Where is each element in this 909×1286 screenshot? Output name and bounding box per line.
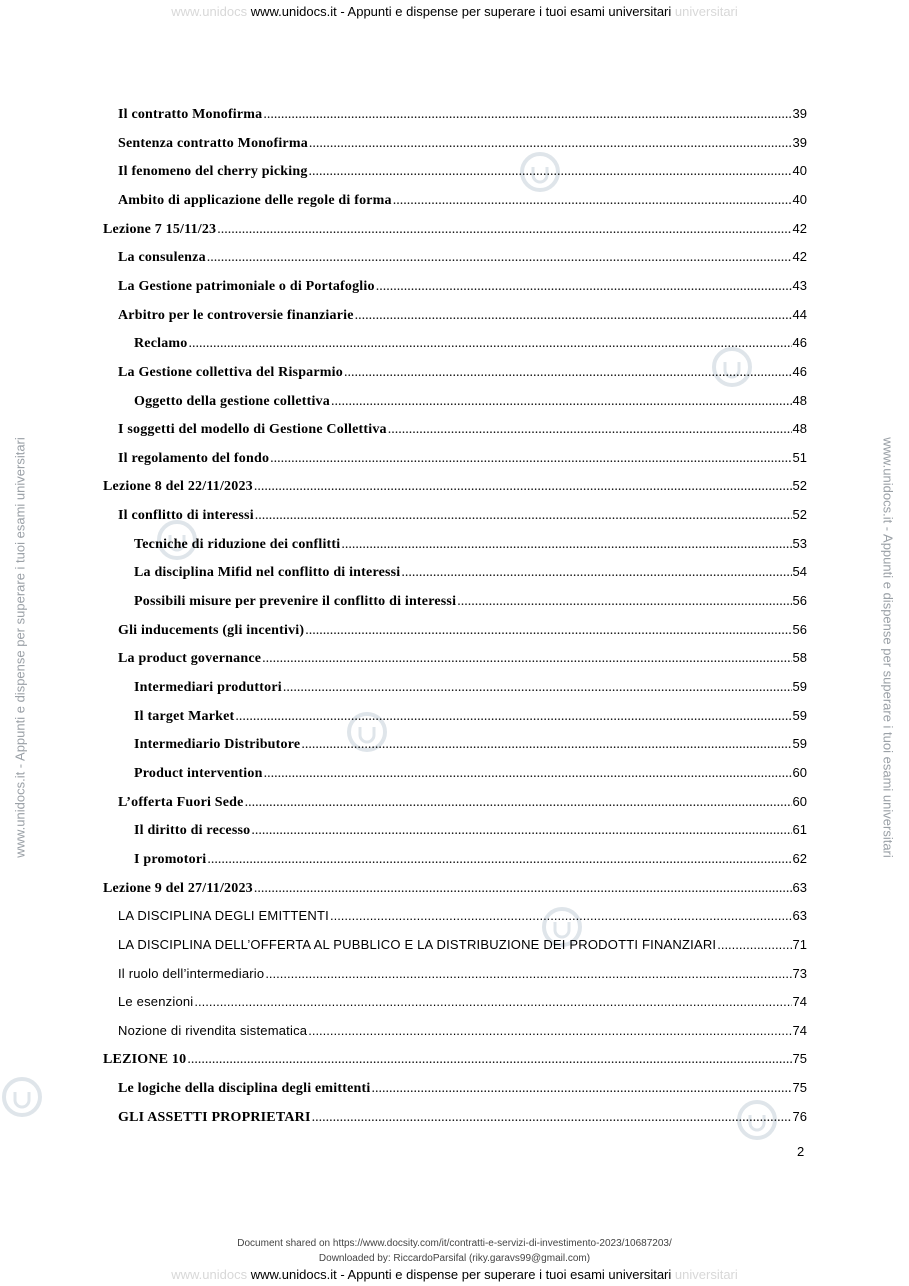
toc-leader-dots xyxy=(344,363,792,383)
toc-entry-page: 73 xyxy=(792,966,807,981)
toc-entry[interactable] xyxy=(118,362,807,382)
toc-entry[interactable] xyxy=(118,305,807,325)
toc-entry-page: 56 xyxy=(792,593,807,608)
toc-entry-page: 60 xyxy=(792,794,807,809)
toc-entry-label: Il target Market xyxy=(134,709,235,724)
toc-entry[interactable] xyxy=(134,534,807,554)
toc-entry-label: La disciplina Mifid nel conflitto di interessi xyxy=(134,565,401,580)
toc-leader-dots xyxy=(189,334,792,354)
toc-leader-dots xyxy=(255,506,792,526)
toc-leader-dots xyxy=(265,964,791,984)
toc-leader-dots xyxy=(309,134,792,154)
toc-entry[interactable] xyxy=(134,677,807,697)
toc-entry-page: 40 xyxy=(792,163,807,178)
toc-entry[interactable] xyxy=(103,476,807,496)
toc-entry-page: 74 xyxy=(792,1023,807,1038)
toc-leader-dots xyxy=(187,1050,791,1070)
toc-entry-label: Gli inducements (gli incentivi) xyxy=(118,623,305,638)
toc-entry-page: 40 xyxy=(792,192,807,207)
toc-entry[interactable] xyxy=(134,562,807,582)
watermark-ghost-right: universitari xyxy=(674,4,738,19)
toc-entry[interactable] xyxy=(118,906,807,926)
toc-entry-label: Sentenza contratto Monofirma xyxy=(118,136,308,151)
watermark-ghost-left: www.unidocs xyxy=(171,4,248,19)
toc-leader-dots xyxy=(283,678,792,698)
toc-leader-dots xyxy=(305,621,791,641)
toc-entry[interactable] xyxy=(118,448,807,468)
toc-entry-label: La Gestione patrimoniale o di Portafoglio xyxy=(118,279,375,294)
toc-entry-label: Lezione 7 15/11/23 xyxy=(103,222,217,237)
toc-leader-dots xyxy=(254,477,792,497)
toc-entry-label: LEZIONE 10 xyxy=(103,1052,187,1067)
toc-leader-dots xyxy=(264,764,792,784)
toc-leader-dots xyxy=(376,277,792,297)
toc-entry[interactable] xyxy=(118,1021,807,1041)
toc-leader-dots xyxy=(194,992,791,1012)
toc-leader-dots xyxy=(717,935,791,955)
toc-entry-page: 63 xyxy=(792,880,807,895)
toc-entry-page: 43 xyxy=(792,278,807,293)
toc-entry-page: 59 xyxy=(792,708,807,723)
toc-entry[interactable] xyxy=(134,820,807,840)
toc-entry-page: 60 xyxy=(792,765,807,780)
toc-entry[interactable] xyxy=(134,706,807,726)
toc-leader-dots xyxy=(207,850,791,870)
toc-entry-page: 63 xyxy=(792,908,807,923)
toc-entry[interactable] xyxy=(103,1049,807,1069)
toc-entry[interactable] xyxy=(118,161,807,181)
toc-entry-page: 59 xyxy=(792,679,807,694)
toc-entry-label: Possibili misure per prevenire il conflitto di interessi xyxy=(134,594,457,609)
toc-leader-dots xyxy=(330,906,792,926)
toc-entry-page: 42 xyxy=(792,249,807,264)
toc-leader-dots xyxy=(401,563,791,583)
toc-entry[interactable] xyxy=(118,992,807,1012)
toc-entry-label: Le esenzioni xyxy=(118,994,194,1009)
toc-entry-label: Product intervention xyxy=(134,766,263,781)
watermark-left: www.unidocs.it - Appunti e dispense per superare i tuoi esami universitari xyxy=(12,437,28,858)
toc-entry-page: 46 xyxy=(792,364,807,379)
watermark-right: www.unidocs.it - Appunti e dispense per superare i tuoi esami universitari xyxy=(880,437,896,858)
toc-leader-dots xyxy=(309,162,792,182)
toc-leader-dots xyxy=(393,191,792,211)
toc-entry-page: 48 xyxy=(792,421,807,436)
toc-entry[interactable] xyxy=(118,505,807,525)
toc-entry[interactable] xyxy=(103,219,807,239)
toc-leader-dots xyxy=(217,220,791,240)
watermark-text: www.unidocs.it - Appunti e dispense per superare i tuoi esami universitari xyxy=(250,4,672,19)
toc-entry-page: 48 xyxy=(792,393,807,408)
toc-entry-label: Il ruolo dell’intermediario xyxy=(118,966,265,981)
toc-entry-label: Il regolamento del fondo xyxy=(118,451,270,466)
toc-leader-dots xyxy=(251,821,791,841)
toc-leader-dots xyxy=(355,306,792,326)
footer-downloaded-by: Downloaded by: RiccardoParsifal (riky.garavs99@gmail.com) xyxy=(318,1253,591,1264)
toc-entry-label: I promotori xyxy=(134,852,207,867)
toc-leader-dots xyxy=(388,420,792,440)
toc-entry-page: 44 xyxy=(792,307,807,322)
toc-entry[interactable] xyxy=(118,276,807,296)
toc-leader-dots xyxy=(331,392,792,412)
toc-entry-label: Intermediari produttori xyxy=(134,680,282,695)
toc-entry[interactable] xyxy=(134,333,807,353)
toc-entry-label: Il fenomeno del cherry picking xyxy=(118,164,308,179)
toc-entry-label: La product governance xyxy=(118,651,262,666)
toc-entry-page: 71 xyxy=(792,937,807,952)
toc-entry[interactable] xyxy=(118,133,807,153)
toc-entry-page: 54 xyxy=(792,564,807,579)
toc-entry-label: Lezione 8 del 22/11/2023 xyxy=(103,479,253,494)
toc-entry-page: 62 xyxy=(792,851,807,866)
toc-entry-page: 58 xyxy=(792,650,807,665)
toc-entry-label: Nozione di rivendita sistematica xyxy=(118,1023,308,1038)
toc-entry[interactable] xyxy=(134,591,807,611)
toc-leader-dots xyxy=(262,649,791,669)
toc-entry-page: 51 xyxy=(792,450,807,465)
toc-entry-page: 61 xyxy=(792,822,807,837)
toc-entry[interactable] xyxy=(103,878,807,898)
toc-entry-page: 52 xyxy=(792,507,807,522)
toc-entry-label: Il diritto di recesso xyxy=(134,823,251,838)
toc-leader-dots xyxy=(308,1021,791,1041)
toc-entry[interactable] xyxy=(118,247,807,267)
toc-entry-page: 39 xyxy=(792,106,807,121)
toc-entry-label: Lezione 9 del 27/11/2023 xyxy=(103,881,253,896)
footer-shared-on: Document shared on https://www.docsity.com/it/contratti-e-servizi-di-investimento-2023/10687203/ xyxy=(237,1238,672,1249)
toc-entry-page: 75 xyxy=(792,1051,807,1066)
toc-entry-page: 42 xyxy=(792,221,807,236)
toc-leader-dots xyxy=(207,248,792,268)
toc-entry-label: Il contratto Monofirma xyxy=(118,107,263,122)
page-number: 2 xyxy=(797,1144,805,1159)
toc-entry[interactable] xyxy=(118,104,807,124)
toc-entry-label: La Gestione collettiva del Risparmio xyxy=(118,365,343,380)
toc-entry-label: Tecniche di riduzione dei conflitti xyxy=(134,537,341,552)
toc-entry-label: Ambito di applicazione delle regole di forma xyxy=(118,193,392,208)
toc-entry[interactable] xyxy=(118,620,807,640)
toc-entry-label: Le logiche della disciplina degli emittenti xyxy=(118,1081,371,1096)
toc-entry-label: Arbitro per le controversie finanziarie xyxy=(118,308,354,323)
toc-entry-page: 46 xyxy=(792,335,807,350)
toc-entry-label: L’offerta Fuori Sede xyxy=(118,795,244,810)
toc-entry[interactable] xyxy=(118,792,807,812)
toc-entry-page: 39 xyxy=(792,135,807,150)
toc-entry[interactable] xyxy=(118,1078,807,1098)
toc-leader-dots xyxy=(312,1108,792,1128)
toc-leader-dots xyxy=(457,592,791,612)
toc-entry[interactable] xyxy=(118,419,807,439)
toc-leader-dots xyxy=(254,879,792,899)
toc-entry-label: I soggetti del modello di Gestione Collettiva xyxy=(118,422,387,437)
toc-entry-page: 56 xyxy=(792,622,807,637)
toc-entry-page: 74 xyxy=(792,994,807,1009)
toc-entry-label: Reclamo xyxy=(134,336,188,351)
toc-entry[interactable] xyxy=(134,391,807,411)
toc-entry-page: 76 xyxy=(792,1109,807,1124)
toc-entry-page: 53 xyxy=(792,536,807,551)
toc-entry[interactable] xyxy=(118,1107,807,1127)
toc-leader-dots xyxy=(245,793,792,813)
toc-entry-label: La consulenza xyxy=(118,250,206,265)
toc-entry-page: 59 xyxy=(792,736,807,751)
toc-entry-label: GLI ASSETTI PROPRIETARI xyxy=(118,1110,311,1125)
toc-entry-label: Intermediario Distributore xyxy=(134,737,301,752)
toc-entry-label: Il conflitto di interessi xyxy=(118,508,254,523)
toc-entry-label: LA DISCIPLINA DELL’OFFERTA AL PUBBLICO E LA DISTRIBUZIONE DEI PRODOTTI FINANZIARI xyxy=(118,937,717,952)
toc-entry[interactable] xyxy=(134,763,807,783)
toc-leader-dots xyxy=(341,535,791,555)
toc-entry-page: 75 xyxy=(792,1080,807,1095)
toc-leader-dots xyxy=(371,1079,791,1099)
toc-entry[interactable] xyxy=(118,935,807,955)
watermark-ghost-right: universitari xyxy=(674,1267,738,1282)
toc-leader-dots xyxy=(235,707,791,727)
watermark-bottom xyxy=(0,1267,909,1282)
toc-leader-dots xyxy=(301,735,791,755)
toc-entry[interactable] xyxy=(118,190,807,210)
toc-leader-dots xyxy=(263,105,791,125)
toc-entry[interactable] xyxy=(134,734,807,754)
toc-entry-label: Oggetto della gestione collettiva xyxy=(134,394,330,409)
toc-entry[interactable] xyxy=(118,648,807,668)
watermark-ghost-left: www.unidocs xyxy=(171,1267,248,1282)
toc-leader-dots xyxy=(270,449,791,469)
toc-entry-page: 52 xyxy=(792,478,807,493)
watermark-text: www.unidocs.it - Appunti e dispense per superare i tuoi esami universitari xyxy=(250,1267,672,1282)
toc-entry[interactable] xyxy=(134,849,807,869)
toc-entry[interactable] xyxy=(118,964,807,984)
toc-entry-label: LA DISCIPLINA DEGLI EMITTENTI xyxy=(118,908,329,923)
